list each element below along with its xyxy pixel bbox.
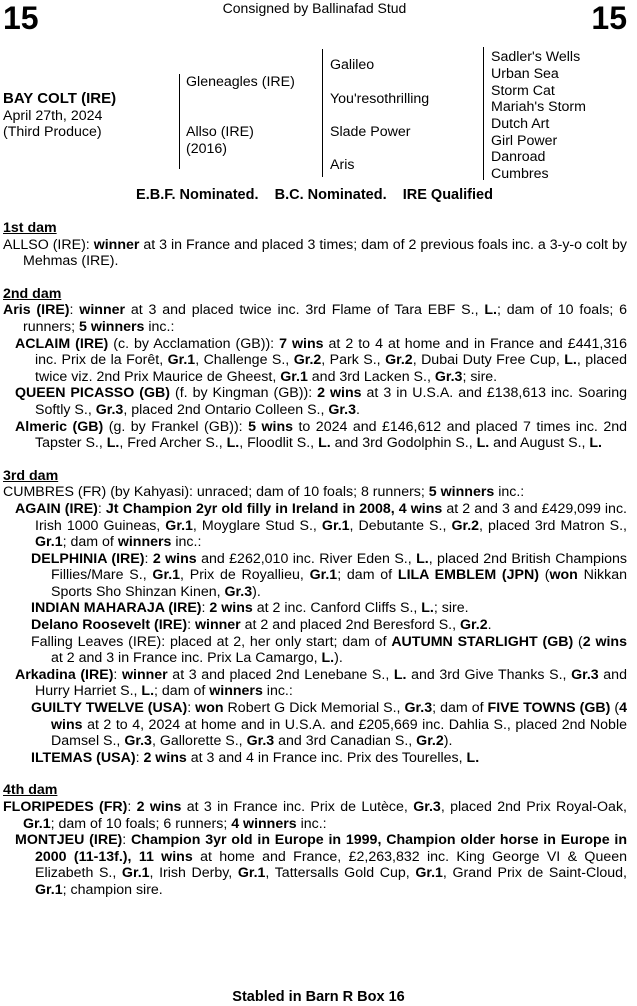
section-heading: 1st dam: [3, 220, 57, 236]
pedigree-g3: Cumbres: [491, 166, 549, 182]
consignor: Consigned by Ballinafad Stud: [222, 0, 407, 16]
horse-produce: (Third Produce): [3, 124, 102, 141]
pedigree-dam-dam: Aris: [330, 157, 355, 173]
lot-number-right: 15: [591, 0, 627, 36]
pedigree-dam: Allso (IRE): [186, 124, 254, 140]
nominations: E.B.F. Nominated. B.C. Nominated. IRE Qualified: [136, 187, 493, 203]
produce-record: FLORIPEDES (FR): 2 wins at 3 in France inc. Prix de Lutèce, Gr.3, placed 2nd Prix Royal-Oak, Gr.1; dam of 10 foals; 6 runners; 4 winners inc.:: [3, 799, 627, 832]
lot-number-left: 15: [3, 0, 39, 36]
pedigree-g3: Urban Sea: [491, 66, 559, 82]
pedigree-dam-sire: Slade Power: [330, 124, 411, 140]
section-heading: 4th dam: [3, 782, 58, 799]
pedigree-line: [483, 47, 484, 180]
produce-record: Almeric (GB) (g. by Frankel (GB)): 5 wins to 2024 and £146,612 and placed 7 times inc. 2nd Tapster S., L., Fred Archer S., L., Floodlit S., L. and 3rd Godolphin S., L. and August S., L.: [15, 418, 628, 452]
dam-section: [3, 468, 627, 767]
pedigree-g3: Mariah's Storm: [491, 99, 586, 115]
horse-foaled: April 27th, 2024: [3, 107, 103, 124]
produce-record: Delano Roosevelt (IRE): winner at 2 and placed 2nd Beresford S., Gr.2.: [31, 617, 492, 634]
pedigree-g3: Storm Cat: [491, 83, 555, 99]
section-heading: 2nd dam: [3, 285, 62, 302]
produce-record: CUMBRES (FR) (by Kahyasi): unraced; dam of 10 foals; 8 runners; 5 winners inc.:: [3, 484, 525, 501]
produce-record: Arkadina (IRE): winner at 3 and placed 2nd Lenebane S., L. and 3rd Give Thanks S., Gr.3 and Hurry Harriet S., L.; dam of winners inc.:: [15, 666, 627, 700]
section-heading: 3rd dam: [3, 467, 59, 484]
produce-record: ALLSO (IRE): winner at 3 in France and placed 3 times; dam of 2 previous foals inc. a 3-y-o colt by Mehmas (IRE).: [3, 236, 627, 270]
catalogue-page: [3, 220, 627, 915]
pedigree-dam-year: (2016): [186, 141, 228, 157]
pedigree-sire: Gleneagles (IRE): [186, 74, 295, 90]
produce-record: ACLAIM (IRE) (c. by Acclamation (GB)): 7 wins at 2 to 4 at home and in France and £441,316 inc. Prix de la Forêt, Gr.1, Challenge S., Gr.2, Park S., Gr.2, Dubai Duty Free Cup, L., placed twice viz. 2nd Prix Maurice de Gheest, Gr.1 and 3rd Lacken S., Gr.3; sire.: [15, 335, 627, 385]
stabled-location: Stabled in Barn R Box 16: [232, 989, 405, 1005]
produce-record: INDIAN MAHARAJA (IRE): 2 wins at 2 inc. Canford Cliffs S., L.; sire.: [31, 600, 469, 617]
pedigree-g3: Sadler's Wells: [491, 49, 581, 65]
pedigree-g3: Girl Power: [491, 133, 558, 149]
pedigree-line: [322, 49, 323, 177]
dam-section: [3, 220, 627, 270]
produce-record: MONTJEU (IRE): Champion 3yr old in Europe in 1999, Champion older horse in Europe in 2000 (11-13f.), 11 wins at home and France, £2,263,832 inc. King George VI & Queen Elizabeth S., Gr.1, Irish Derby, Gr.1, Tattersalls Gold Cup, Gr.1, Grand Prix de Saint-Cloud, Gr.1; champion sire.: [15, 832, 628, 898]
produce-record: DELPHINIA (IRE): 2 wins and £262,010 inc. River Eden S., L., placed 2nd British Champions Fillies/Mare S., Gr.1, Prix de Royallieu, Gr.1; dam of LILA EMBLEM (JPN) (won Nikkan Sports Sho Shinzan Kinen, Gr.3).: [31, 550, 627, 600]
dam-section: [3, 782, 627, 898]
produce-record: Aris (IRE): winner at 3 and placed twice inc. 3rd Flame of Tara EBF S., L.; dam of 10 foals; 6 runners; 5 winners inc.:: [3, 302, 627, 335]
dam-section: [3, 286, 627, 452]
produce-record: ILTEMAS (USA): 2 wins at 3 and 4 in France inc. Prix des Tourelles, L.: [31, 749, 480, 766]
produce-record: QUEEN PICASSO (GB) (f. by Kingman (GB)): 2 wins at 3 in U.S.A. and £138,613 inc. Soaring Softly S., Gr.3, placed 2nd Ontario Colleen S., Gr.3.: [15, 385, 627, 418]
pedigree-sire-sire: Galileo: [330, 57, 375, 73]
produce-record: GUILTY TWELVE (USA): won Robert G Dick Memorial S., Gr.3; dam of FIVE TOWNS (GB) (4 wins at 2 to 4, 2024 at home and in U.S.A. and £205,669 inc. Dahlia S., placed 2nd Noble Damsel S., Gr.3, Gallorette S., Gr.3 and 3rd Canadian S., Gr.2).: [31, 700, 628, 750]
produce-record: Falling Leaves (IRE): placed at 2, her only start; dam of AUTUMN STARLIGHT (GB) (2 wins at 2 and 3 in France inc. Prix La Camargo, L.).: [31, 633, 627, 667]
pedigree-g3: Dutch Art: [491, 116, 550, 132]
produce-record: AGAIN (IRE): Jt Champion 2yr old filly in Ireland in 2008, 4 wins at 2 and 3 and £429,099 inc. Irish 1000 Guineas, Gr.1, Moyglare Stud S., Gr.1, Debutante S., Gr.2, placed 3rd Matron S., Gr.1; dam of winners inc.:: [15, 500, 627, 551]
horse-description: [3, 91, 116, 141]
horse-title: BAY COLT (IRE): [3, 90, 117, 107]
pedigree-line: [179, 74, 180, 169]
pedigree-sire-dam: You'resothrilling: [330, 91, 430, 107]
pedigree-g3: Danroad: [491, 149, 546, 165]
